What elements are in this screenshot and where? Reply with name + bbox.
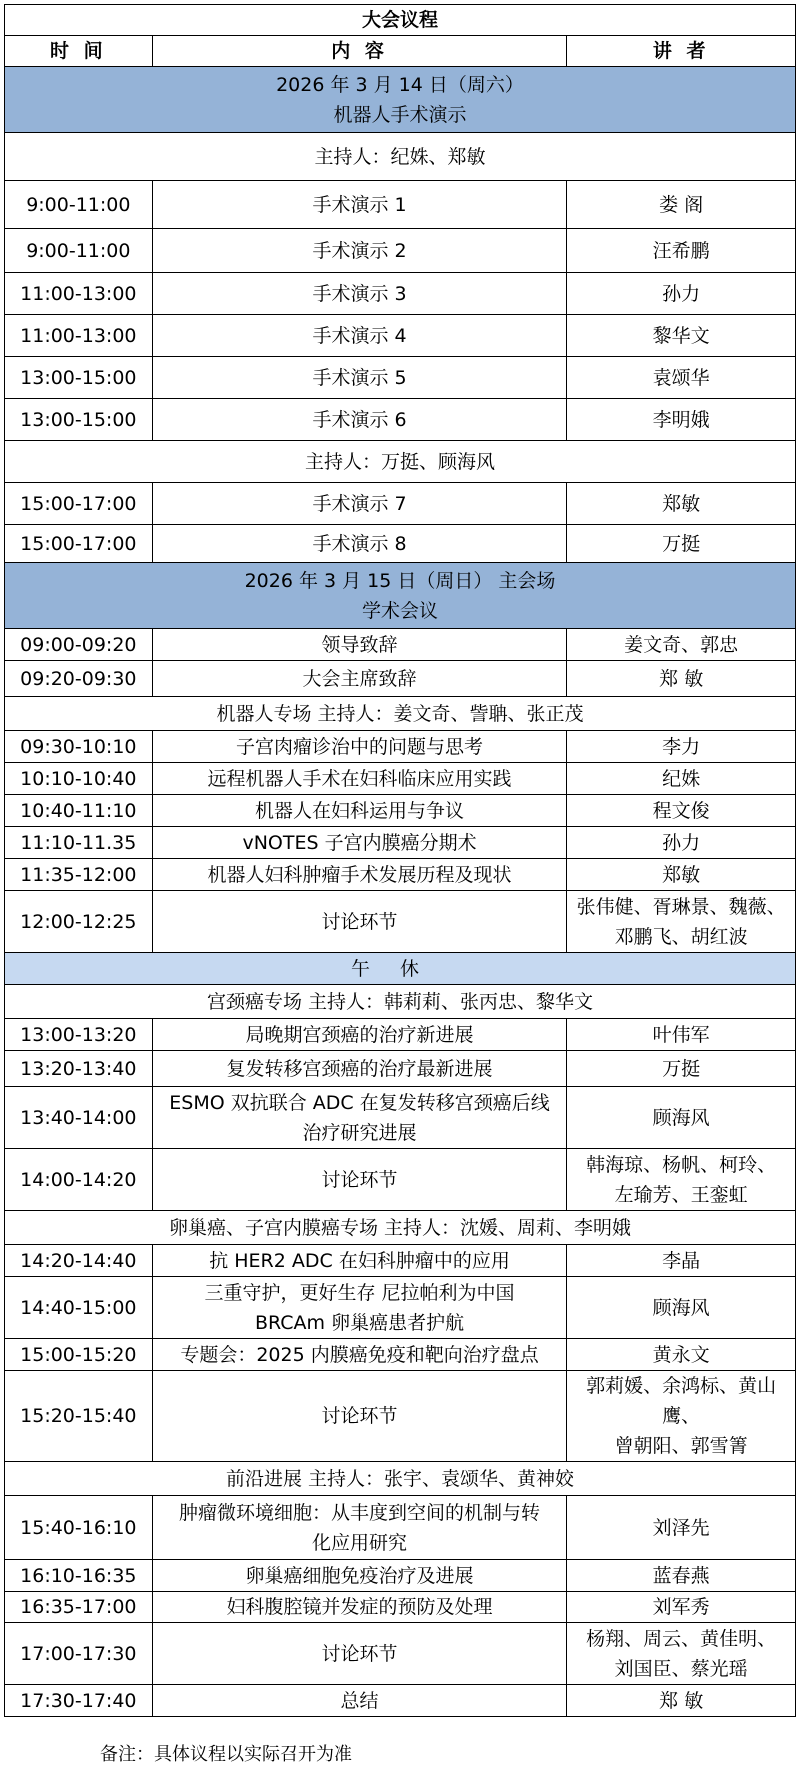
cell-line: 汪希鹏	[652, 239, 710, 262]
cell-line: 总结	[340, 1689, 379, 1712]
speaker-cell	[567, 357, 796, 399]
time-column-header: 时 间	[5, 36, 153, 67]
cell-line: 程文俊	[652, 799, 710, 822]
agenda-row	[5, 399, 796, 441]
time-cell: 09:30-10:10	[5, 731, 153, 763]
cell-line: 刘军秀	[652, 1596, 710, 1618]
cell-line: 刘泽先	[652, 1516, 710, 1539]
content-cell	[152, 1245, 567, 1277]
agenda-row	[5, 1623, 796, 1685]
agenda-row	[5, 1019, 796, 1051]
cell-line: 韩海琼、杨帆、柯玲、	[586, 1153, 777, 1176]
agenda-row	[5, 1245, 796, 1277]
content-cell	[152, 859, 567, 891]
speaker-cell	[567, 629, 796, 661]
time-cell: 15:00-17:00	[5, 483, 153, 525]
break-row	[5, 953, 796, 985]
time-cell: 11:10-11.35	[5, 827, 153, 859]
cell-line: 2026 年 3 月 15 日（周日） 主会场	[244, 569, 556, 592]
cell-line: 孙力	[662, 282, 701, 305]
agenda-row	[5, 1339, 796, 1371]
agenda-row	[5, 273, 796, 315]
cell-line: 讨论环节	[321, 1642, 398, 1665]
content-cell	[152, 1371, 567, 1462]
speaker-cell	[567, 859, 796, 891]
content-cell	[152, 399, 567, 441]
cell-line: 手术演示 6	[312, 408, 407, 431]
content-cell	[152, 1051, 567, 1087]
speaker-cell	[567, 181, 796, 229]
agenda-row	[5, 357, 796, 399]
speaker-column-header: 讲 者	[567, 36, 796, 67]
session-host: 主持人：万挺、顾海风	[5, 441, 796, 483]
time-cell: 11:00-13:00	[5, 273, 153, 315]
cell-line: 叶伟军	[652, 1023, 710, 1046]
cell-line: 邓鹏飞、胡红波	[614, 925, 748, 948]
session-host: 宫颈癌专场 主持人：韩莉莉、张丙忠、黎华文	[5, 985, 796, 1019]
content-cell	[152, 1623, 567, 1685]
content-cell	[152, 1087, 567, 1149]
cell-line: 2026 年 3 月 14 日（周六）	[276, 73, 524, 96]
cell-line: vNOTES 子宫内膜癌分期术	[242, 831, 477, 854]
content-cell	[152, 763, 567, 795]
time-cell: 13:40-14:00	[5, 1087, 153, 1149]
day-row	[5, 563, 796, 629]
cell-line: 学术会议	[361, 599, 438, 622]
host-row	[5, 133, 796, 181]
host-row	[5, 441, 796, 483]
cell-line: 黄永文	[652, 1343, 710, 1366]
time-cell: 12:00-12:25	[5, 891, 153, 953]
day-header	[5, 67, 796, 133]
cell-line: 曾朝阳、郭雪箐	[614, 1435, 748, 1457]
content-cell	[152, 483, 567, 525]
cell-line: 复发转移宫颈癌的治疗最新进展	[226, 1057, 493, 1080]
speaker-cell	[567, 1051, 796, 1087]
speaker-cell	[567, 1371, 796, 1462]
cell-line: 郑 敏	[659, 667, 704, 690]
time-cell: 15:00-17:00	[5, 525, 153, 563]
content-cell	[152, 1496, 567, 1560]
title-row	[5, 5, 796, 36]
agenda-row	[5, 1371, 796, 1462]
content-cell	[152, 315, 567, 357]
agenda-row	[5, 1051, 796, 1087]
cell-line: 娄 阁	[659, 193, 704, 216]
cell-line: 郑 敏	[659, 1689, 704, 1712]
speaker-cell	[567, 1277, 796, 1339]
cell-line: 手术演示 1	[312, 193, 407, 216]
cell-line: 刘国臣、蔡光瑶	[614, 1657, 748, 1680]
time-cell: 10:10-10:40	[5, 763, 153, 795]
cell-line: 治疗研究进展	[302, 1121, 417, 1144]
content-cell	[152, 181, 567, 229]
agenda-row	[5, 859, 796, 891]
speaker-cell	[567, 1339, 796, 1371]
speaker-cell	[567, 229, 796, 273]
cell-line: 郑敏	[662, 492, 701, 515]
cell-line: 讨论环节	[321, 1168, 398, 1191]
speaker-cell	[567, 1623, 796, 1685]
column-header-row	[5, 36, 796, 67]
speaker-cell	[567, 1245, 796, 1277]
cell-line: 姜文奇、郭忠	[624, 633, 739, 656]
content-cell	[152, 1592, 567, 1623]
cell-line: 子宫肉瘤诊治中的问题与思考	[236, 735, 484, 758]
agenda-table	[4, 4, 796, 1717]
host-row	[5, 985, 796, 1019]
content-cell	[152, 629, 567, 661]
agenda-row	[5, 827, 796, 859]
content-cell	[152, 827, 567, 859]
speaker-cell	[567, 1019, 796, 1051]
agenda-row	[5, 229, 796, 273]
cell-line: ESMO 双抗联合 ADC 在复发转移宫颈癌后线	[169, 1091, 550, 1114]
cell-line: 手术演示 8	[312, 532, 407, 555]
agenda-row	[5, 181, 796, 229]
lunch-break: 午休	[5, 953, 796, 985]
cell-line: 化应用研究	[312, 1531, 408, 1554]
agenda-title: 大会议程	[5, 5, 796, 36]
cell-line: 领导致辞	[321, 633, 398, 656]
cell-line: 手术演示 2	[312, 239, 407, 262]
speaker-cell	[567, 525, 796, 563]
speaker-cell	[567, 1592, 796, 1623]
speaker-cell	[567, 763, 796, 795]
agenda-row	[5, 525, 796, 563]
cell-line: 左瑜芳、王銮虹	[614, 1183, 748, 1206]
host-row	[5, 1211, 796, 1245]
speaker-cell	[567, 273, 796, 315]
cell-line: 妇科腹腔镜并发症的预防及处理	[226, 1596, 493, 1618]
time-cell: 15:20-15:40	[5, 1371, 153, 1462]
time-cell: 9:00-11:00	[5, 229, 153, 273]
agenda-row	[5, 1560, 796, 1592]
content-cell	[152, 525, 567, 563]
agenda-row	[5, 1087, 796, 1149]
footnote: 备注：具体议程以实际召开为准	[100, 1744, 352, 1765]
speaker-cell	[567, 1560, 796, 1592]
cell-line: 讨论环节	[321, 910, 398, 933]
content-cell	[152, 1339, 567, 1371]
cell-line: 机器人在妇科运用与争议	[255, 799, 465, 822]
cell-line: 李明娥	[652, 408, 710, 431]
time-cell: 09:20-09:30	[5, 661, 153, 697]
speaker-cell	[567, 661, 796, 697]
speaker-cell	[567, 795, 796, 827]
speaker-cell	[567, 1149, 796, 1211]
agenda-row	[5, 1277, 796, 1339]
speaker-cell	[567, 315, 796, 357]
cell-line: 手术演示 3	[312, 282, 407, 305]
speaker-cell	[567, 483, 796, 525]
cell-line: 黎华文	[652, 324, 710, 347]
time-cell: 13:00-13:20	[5, 1019, 153, 1051]
cell-line: 专题会：2025 内膜癌免疫和靶向治疗盘点	[180, 1343, 539, 1366]
cell-line: 万挺	[662, 532, 701, 555]
cell-line: 手术演示 5	[312, 366, 407, 389]
cell-line: 机器人手术演示	[333, 103, 467, 126]
cell-line: 抗 HER2 ADC 在妇科肿瘤中的应用	[209, 1249, 510, 1272]
agenda-row	[5, 315, 796, 357]
cell-line: 蓝春燕	[652, 1564, 710, 1587]
time-cell: 9:00-11:00	[5, 181, 153, 229]
cell-line: BRCAm 卵巢癌患者护航	[254, 1311, 465, 1334]
agenda-row	[5, 1685, 796, 1717]
agenda-row	[5, 891, 796, 953]
cell-line: 郭莉媛、余鸿标、黄山鹰、	[586, 1375, 777, 1427]
content-column-header: 内 容	[152, 36, 567, 67]
time-cell: 17:30-17:40	[5, 1685, 153, 1717]
speaker-cell	[567, 399, 796, 441]
cell-line: 肿瘤微环境细胞：从丰度到空间的机制与转	[179, 1501, 541, 1524]
cell-line: 李力	[662, 735, 701, 758]
cell-line: 纪姝	[662, 767, 701, 790]
cell-line: 杨翔、周云、黄佳明、	[586, 1627, 777, 1650]
time-cell: 10:40-11:10	[5, 795, 153, 827]
agenda-row	[5, 795, 796, 827]
cell-line: 孙力	[662, 831, 701, 854]
content-cell	[152, 273, 567, 315]
content-cell	[152, 229, 567, 273]
time-cell: 13:00-15:00	[5, 357, 153, 399]
session-host: 卵巢癌、子宫内膜癌专场 主持人：沈媛、周莉、李明娥	[5, 1211, 796, 1245]
speaker-cell	[567, 1685, 796, 1717]
cell-line: 远程机器人手术在妇科临床应用实践	[207, 767, 512, 790]
agenda-row	[5, 661, 796, 697]
content-cell	[152, 1149, 567, 1211]
speaker-cell	[567, 1087, 796, 1149]
session-host: 主持人：纪姝、郑敏	[5, 133, 796, 181]
cell-line: 郑敏	[662, 863, 701, 886]
agenda-row	[5, 629, 796, 661]
agenda-row	[5, 483, 796, 525]
content-cell	[152, 795, 567, 827]
content-cell	[152, 661, 567, 697]
speaker-cell	[567, 1496, 796, 1560]
content-cell	[152, 1277, 567, 1339]
cell-line: 三重守护，更好生存 尼拉帕利为中国	[204, 1281, 515, 1304]
session-host: 机器人专场 主持人：姜文奇、訾聃、张正茂	[5, 697, 796, 731]
time-cell: 17:00-17:30	[5, 1623, 153, 1685]
cell-line: 大会主席致辞	[302, 667, 417, 690]
time-cell: 16:35-17:00	[5, 1592, 153, 1623]
cell-line: 机器人妇科肿瘤手术发展历程及现状	[207, 863, 512, 886]
cell-line: 万挺	[662, 1057, 701, 1080]
agenda-row	[5, 763, 796, 795]
speaker-cell	[567, 827, 796, 859]
content-cell	[152, 1685, 567, 1717]
time-cell: 14:40-15:00	[5, 1277, 153, 1339]
time-cell: 14:00-14:20	[5, 1149, 153, 1211]
cell-line: 张伟健、胥琳景、魏薇、	[576, 895, 786, 918]
time-cell: 13:00-15:00	[5, 399, 153, 441]
content-cell	[152, 357, 567, 399]
cell-line: 顾海风	[652, 1296, 710, 1319]
cell-line: 手术演示 7	[312, 492, 407, 515]
cell-line: 卵巢癌细胞免疫治疗及进展	[245, 1564, 474, 1587]
agenda-row	[5, 1496, 796, 1560]
time-cell: 11:00-13:00	[5, 315, 153, 357]
host-row	[5, 1462, 796, 1496]
time-cell: 13:20-13:40	[5, 1051, 153, 1087]
time-cell: 14:20-14:40	[5, 1245, 153, 1277]
cell-line: 袁颂华	[652, 366, 710, 389]
time-cell: 09:00-09:20	[5, 629, 153, 661]
cell-line: 顾海风	[652, 1106, 710, 1129]
content-cell	[152, 1560, 567, 1592]
agenda-row	[5, 1149, 796, 1211]
cell-line: 李晶	[662, 1249, 701, 1272]
cell-line: 讨论环节	[321, 1405, 398, 1427]
agenda-row	[5, 1592, 796, 1623]
content-cell	[152, 1019, 567, 1051]
host-row	[5, 697, 796, 731]
time-cell: 15:00-15:20	[5, 1339, 153, 1371]
cell-line: 手术演示 4	[312, 324, 407, 347]
agenda-row	[5, 731, 796, 763]
content-cell	[152, 731, 567, 763]
cell-line: 局晚期宫颈癌的治疗新进展	[245, 1023, 474, 1046]
day-row	[5, 67, 796, 133]
time-cell: 16:10-16:35	[5, 1560, 153, 1592]
session-host: 前沿进展 主持人：张宇、袁颂华、黄神姣	[5, 1462, 796, 1496]
content-cell	[152, 891, 567, 953]
time-cell: 11:35-12:00	[5, 859, 153, 891]
speaker-cell	[567, 891, 796, 953]
speaker-cell	[567, 731, 796, 763]
time-cell: 15:40-16:10	[5, 1496, 153, 1560]
day-header	[5, 563, 796, 629]
